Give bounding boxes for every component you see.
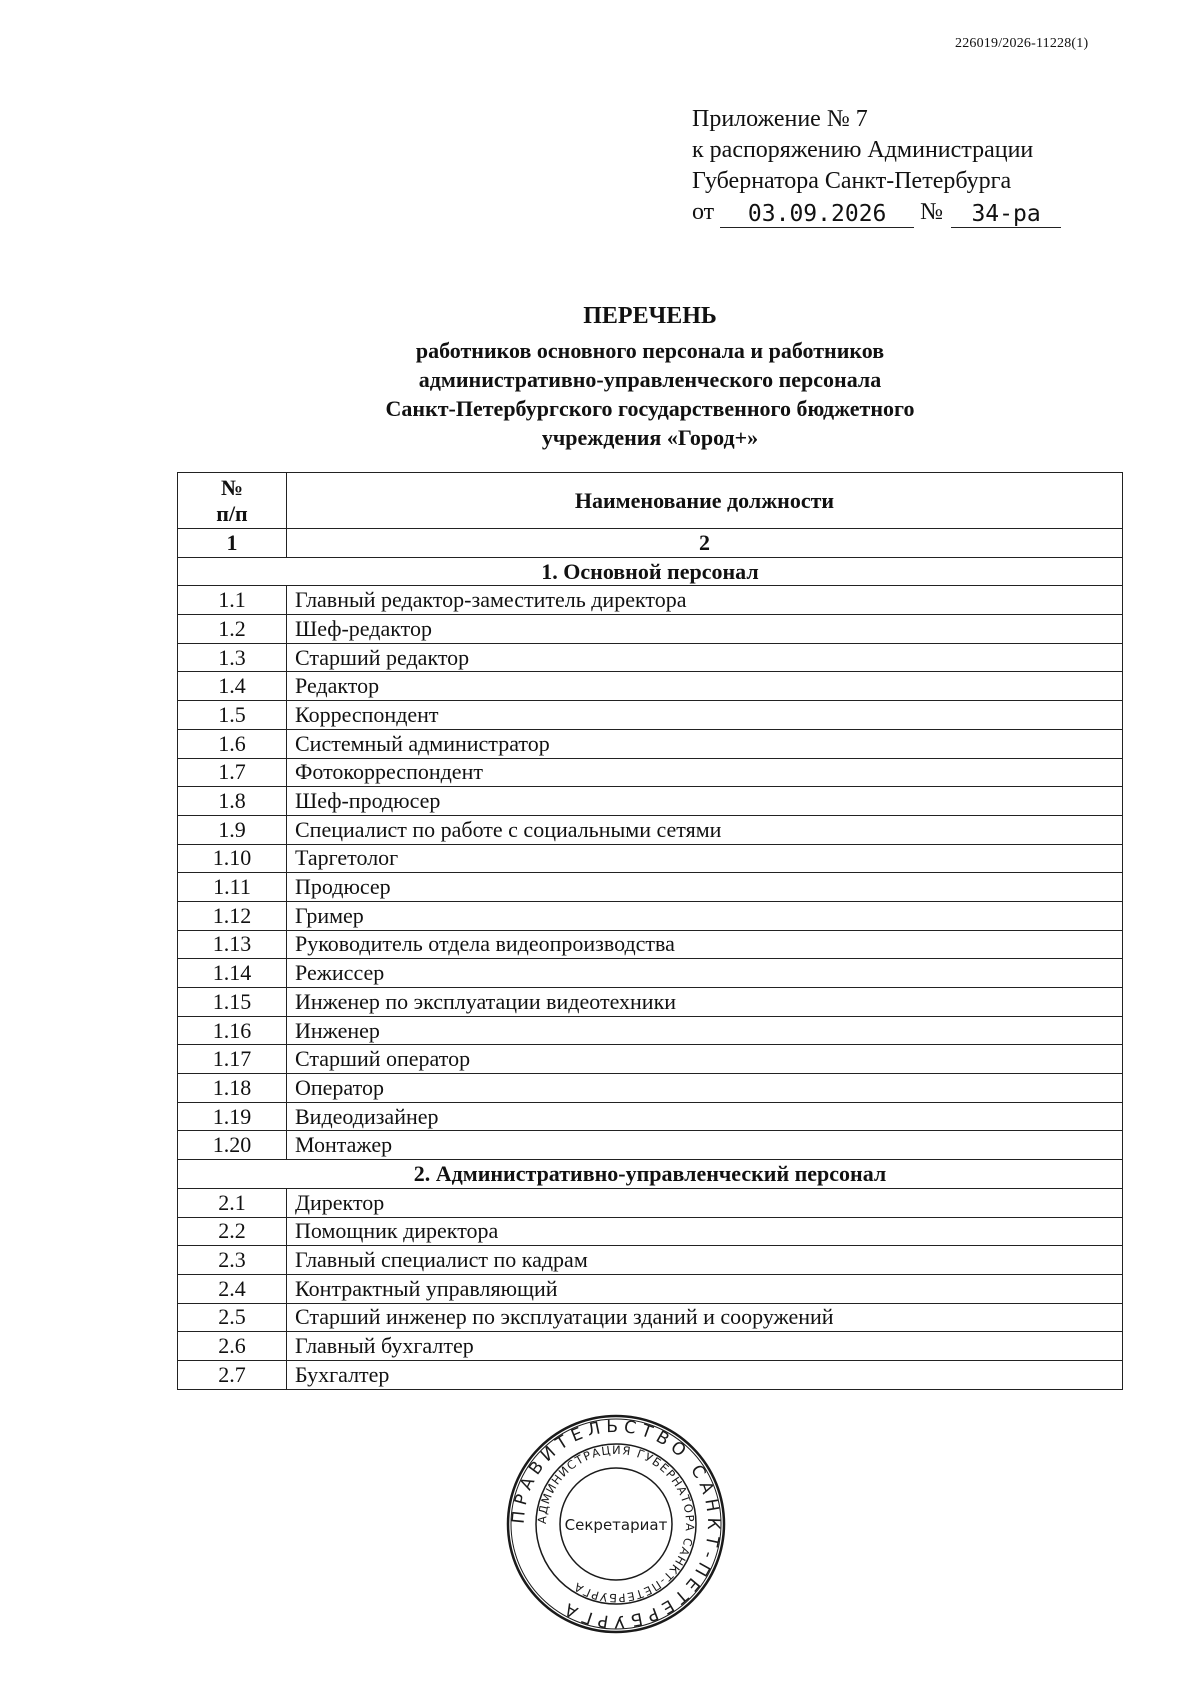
annex-number: 34-ра bbox=[951, 201, 1061, 228]
table-row bbox=[178, 1217, 1123, 1246]
row-number: 2.1 bbox=[178, 1188, 287, 1217]
table-row bbox=[178, 787, 1123, 816]
table-row bbox=[178, 815, 1123, 844]
position-name: Старший инженер по эксплуатации зданий и сооружений bbox=[287, 1303, 1123, 1332]
table-row bbox=[178, 959, 1123, 988]
secretariat-stamp bbox=[506, 1414, 726, 1634]
header-number bbox=[178, 473, 287, 529]
table-row bbox=[178, 729, 1123, 758]
position-name: Таргетолог bbox=[287, 844, 1123, 873]
position-name: Бухгалтер bbox=[287, 1360, 1123, 1389]
position-name: Гример bbox=[287, 901, 1123, 930]
position-name: Помощник директора bbox=[287, 1217, 1123, 1246]
column-index-2: 2 bbox=[287, 529, 1123, 558]
position-name: Видеодизайнер bbox=[287, 1102, 1123, 1131]
row-number: 1.13 bbox=[178, 930, 287, 959]
table-row bbox=[178, 586, 1123, 615]
row-number: 1.16 bbox=[178, 1016, 287, 1045]
position-name: Редактор bbox=[287, 672, 1123, 701]
header-position-name: Наименование должности bbox=[287, 473, 1123, 529]
row-number: 1.6 bbox=[178, 729, 287, 758]
row-number: 1.4 bbox=[178, 672, 287, 701]
table-row bbox=[178, 1045, 1123, 1074]
positions-table bbox=[177, 472, 1123, 1390]
position-name: Оператор bbox=[287, 1074, 1123, 1103]
position-name: Инженер по эксплуатации видеотехники bbox=[287, 988, 1123, 1017]
column-index-1: 1 bbox=[178, 529, 287, 558]
row-number: 1.17 bbox=[178, 1045, 287, 1074]
position-name: Главный специалист по кадрам bbox=[287, 1246, 1123, 1275]
table-column-index-row bbox=[178, 529, 1123, 558]
row-number: 2.7 bbox=[178, 1360, 287, 1389]
table-row bbox=[178, 1131, 1123, 1160]
position-name: Режиссер bbox=[287, 959, 1123, 988]
row-number: 1.1 bbox=[178, 586, 287, 615]
stamp-inner-text: АДМИНИСТРАЦИЯ ГУБЕРНАТОРА САНКТ-ПЕТЕРБУРГА bbox=[534, 1442, 698, 1606]
section-row bbox=[178, 1160, 1123, 1189]
title-line-3: Санкт-Петербургского государственного бюджетного bbox=[385, 396, 915, 421]
position-name: Старший оператор bbox=[287, 1045, 1123, 1074]
section-title: 2. Административно-управленческий персонал bbox=[178, 1160, 1123, 1189]
row-number: 1.7 bbox=[178, 758, 287, 787]
stamp-outer-text: ПРАВИТЕЛЬСТВО САНКТ-ПЕТЕРБУРГА bbox=[508, 1416, 724, 1632]
table-row bbox=[178, 1102, 1123, 1131]
row-number: 1.11 bbox=[178, 873, 287, 902]
position-name: Продюсер bbox=[287, 873, 1123, 902]
table-row bbox=[178, 672, 1123, 701]
table-row bbox=[178, 701, 1123, 730]
row-number: 1.2 bbox=[178, 615, 287, 644]
row-number: 1.15 bbox=[178, 988, 287, 1017]
table-row bbox=[178, 1303, 1123, 1332]
row-number: 2.6 bbox=[178, 1332, 287, 1361]
position-name: Директор bbox=[287, 1188, 1123, 1217]
table-row bbox=[178, 901, 1123, 930]
annex-block bbox=[692, 104, 1132, 228]
annex-number-label: № bbox=[920, 199, 944, 225]
position-name: Руководитель отдела видеопроизводства bbox=[287, 930, 1123, 959]
document-registration-number: 226019/2026-11228(1) bbox=[955, 36, 1089, 51]
row-number: 1.9 bbox=[178, 815, 287, 844]
row-number: 1.18 bbox=[178, 1074, 287, 1103]
position-name: Специалист по работе с социальными сетями bbox=[287, 815, 1123, 844]
row-number: 2.2 bbox=[178, 1217, 287, 1246]
annex-date-number-line bbox=[692, 197, 1132, 228]
table-row bbox=[178, 643, 1123, 672]
document-title bbox=[175, 302, 1125, 452]
annex-order-ref: к распоряжению Администрации bbox=[692, 137, 1034, 163]
title-line-1: работников основного персонала и работников bbox=[415, 338, 885, 363]
table-row bbox=[178, 844, 1123, 873]
table-row bbox=[178, 1274, 1123, 1303]
header-number-line-1: № bbox=[220, 474, 244, 500]
position-name: Главный бухгалтер bbox=[287, 1332, 1123, 1361]
section-row bbox=[178, 557, 1123, 586]
table-row bbox=[178, 988, 1123, 1017]
row-number: 1.3 bbox=[178, 643, 287, 672]
row-number: 1.14 bbox=[178, 959, 287, 988]
row-number: 1.5 bbox=[178, 701, 287, 730]
position-name: Старший редактор bbox=[287, 643, 1123, 672]
table-row bbox=[178, 758, 1123, 787]
row-number: 2.3 bbox=[178, 1246, 287, 1275]
row-number: 1.10 bbox=[178, 844, 287, 873]
table-row bbox=[178, 1246, 1123, 1275]
row-number: 1.8 bbox=[178, 787, 287, 816]
position-name: Инженер bbox=[287, 1016, 1123, 1045]
title-line-2: административно-управленческого персонала bbox=[418, 367, 882, 392]
row-number: 1.20 bbox=[178, 1131, 287, 1160]
position-name: Системный администратор bbox=[287, 729, 1123, 758]
annex-date: 03.09.2026 bbox=[720, 201, 914, 228]
table-header-row bbox=[178, 473, 1123, 529]
row-number: 2.4 bbox=[178, 1274, 287, 1303]
table-row bbox=[178, 1074, 1123, 1103]
position-name: Шеф-редактор bbox=[287, 615, 1123, 644]
annex-from-label: от bbox=[692, 199, 715, 225]
table-row bbox=[178, 1332, 1123, 1361]
section-title: 1. Основной персонал bbox=[178, 557, 1123, 586]
table-row bbox=[178, 1188, 1123, 1217]
title-heading: ПЕРЕЧЕНЬ bbox=[583, 303, 717, 329]
position-name: Фотокорреспондент bbox=[287, 758, 1123, 787]
stamp-center-text: Секретариат bbox=[564, 1516, 668, 1534]
table-body bbox=[178, 557, 1123, 1389]
position-name: Главный редактор-заместитель директора bbox=[287, 586, 1123, 615]
annex-authority: Губернатора Санкт-Петербурга bbox=[692, 168, 1012, 194]
table-row bbox=[178, 873, 1123, 902]
title-line-4: учреждения «Город+» bbox=[541, 425, 759, 450]
header-number-line-2: п/п bbox=[216, 500, 248, 526]
position-name: Шеф-продюсер bbox=[287, 787, 1123, 816]
row-number: 1.19 bbox=[178, 1102, 287, 1131]
table-row bbox=[178, 1016, 1123, 1045]
row-number: 1.12 bbox=[178, 901, 287, 930]
position-name: Корреспондент bbox=[287, 701, 1123, 730]
table-row bbox=[178, 615, 1123, 644]
row-number: 2.5 bbox=[178, 1303, 287, 1332]
table-row bbox=[178, 930, 1123, 959]
position-name: Контрактный управляющий bbox=[287, 1274, 1123, 1303]
position-name: Монтажер bbox=[287, 1131, 1123, 1160]
annex-title: Приложение № 7 bbox=[692, 106, 868, 132]
table-row bbox=[178, 1360, 1123, 1389]
